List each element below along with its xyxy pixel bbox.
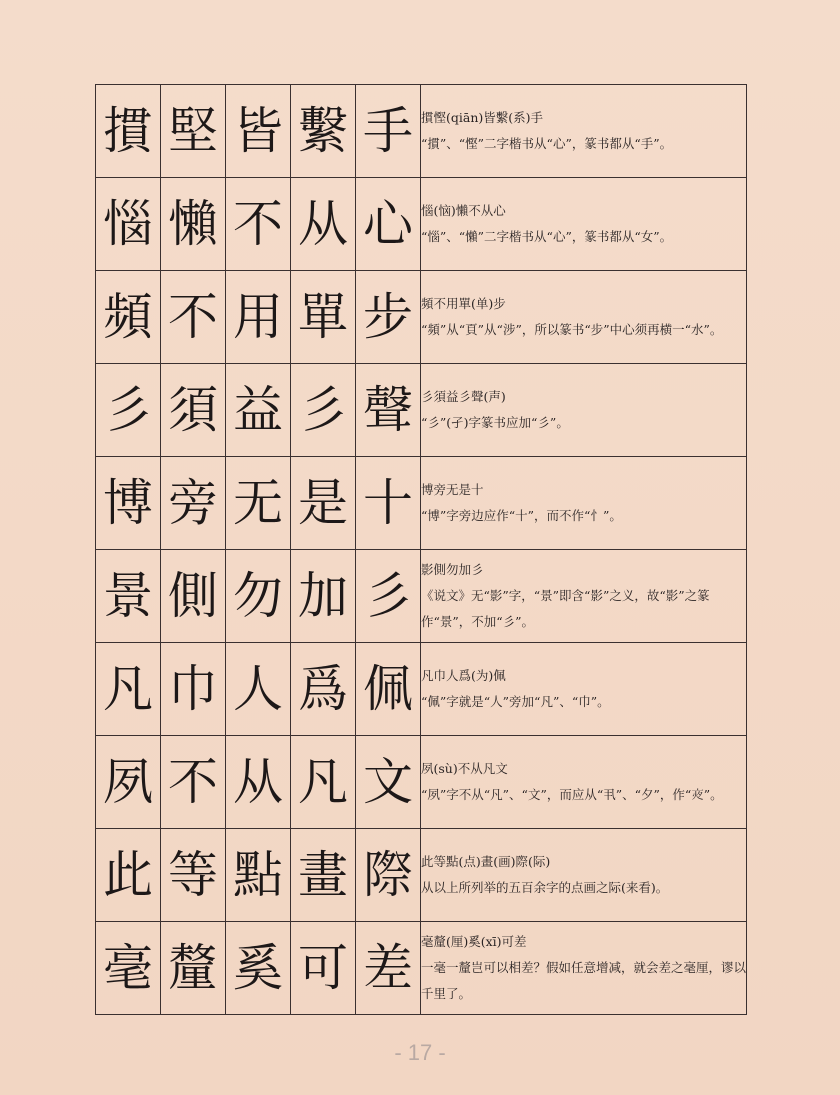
- annotation-description: “彡”(孑)字篆书应加“彡”。: [421, 415, 569, 430]
- annotation-title: 惱(恼)懶不从心: [421, 203, 506, 218]
- seal-character: 巾: [161, 643, 226, 736]
- seal-character: 文: [356, 736, 421, 829]
- seal-character: 釐: [161, 922, 226, 1015]
- annotation-cell: [421, 364, 747, 457]
- seal-character: 景: [96, 550, 161, 643]
- annotation-description: 从以上所列举的五百余字的点画之际(来看)。: [421, 880, 669, 895]
- seal-character: 勿: [226, 550, 291, 643]
- seal-character: 堅: [161, 85, 226, 178]
- seal-character: 彡: [96, 364, 161, 457]
- seal-character: 不: [161, 736, 226, 829]
- seal-character: 點: [226, 829, 291, 922]
- seal-character: 單: [291, 271, 356, 364]
- seal-character: 不: [161, 271, 226, 364]
- annotation-cell: [421, 829, 747, 922]
- seal-character: 彡: [356, 550, 421, 643]
- seal-character: 夙: [96, 736, 161, 829]
- seal-character: 須: [161, 364, 226, 457]
- table-row: [96, 550, 747, 643]
- table-row: [96, 643, 747, 736]
- annotation-title: 影側勿加彡: [421, 562, 484, 577]
- seal-character: 畫: [291, 829, 356, 922]
- seal-character: 益: [226, 364, 291, 457]
- annotation-title: 博旁无是十: [421, 482, 484, 497]
- seal-character: 凡: [291, 736, 356, 829]
- annotation-description: “佩”字就是“人”旁加“凡”、“巾”。: [421, 694, 610, 709]
- table-row: [96, 178, 747, 271]
- annotation-description: “夙”字不从“凡”、“文”，而应从“丮”、“夕”，作“𡖍”。: [421, 787, 723, 802]
- annotation-description: “博”字旁边应作“十”，而不作“忄”。: [421, 508, 622, 523]
- seal-character: 可: [291, 922, 356, 1015]
- seal-character: 惱: [96, 178, 161, 271]
- table-row: [96, 457, 747, 550]
- annotation-description: “頻”从“頁”从“涉”，所以篆书“步”中心须再横一“水”。: [421, 322, 723, 337]
- seal-character: 繫: [291, 85, 356, 178]
- seal-character: 奚: [226, 922, 291, 1015]
- seal-character: 皆: [226, 85, 291, 178]
- seal-character: 旁: [161, 457, 226, 550]
- seal-character: 人: [226, 643, 291, 736]
- annotation-description: 一毫一釐岂可以相差？假如任意增减，就会差之毫厘，谬以千里了。: [421, 960, 747, 1001]
- annotation-title: 頻不用單(单)步: [421, 296, 506, 311]
- seal-character: 彡: [291, 364, 356, 457]
- seal-character: 摜: [96, 85, 161, 178]
- seal-character: 側: [161, 550, 226, 643]
- table-row: [96, 271, 747, 364]
- seal-character: 无: [226, 457, 291, 550]
- annotation-description: “惱”、“懶”二字楷书从“心”，篆书都从“女”。: [421, 229, 673, 244]
- seal-character: 等: [161, 829, 226, 922]
- table-row: [96, 736, 747, 829]
- seal-character: 此: [96, 829, 161, 922]
- table-row: [96, 85, 747, 178]
- annotation-cell: [421, 736, 747, 829]
- annotation-cell: [421, 550, 747, 643]
- annotation-title: 此等點(点)畫(画)際(际): [421, 854, 551, 869]
- seal-character: 差: [356, 922, 421, 1015]
- seal-character: 不: [226, 178, 291, 271]
- seal-character: 从: [226, 736, 291, 829]
- seal-character: 佩: [356, 643, 421, 736]
- seal-character: 加: [291, 550, 356, 643]
- annotation-cell: [421, 85, 747, 178]
- annotation-description: 《说文》无“影”字，“景”即含“影”之义，故“影”之篆作“景”，不加“彡”。: [421, 588, 710, 629]
- calligraphy-table: [95, 84, 747, 1015]
- seal-character: 凡: [96, 643, 161, 736]
- seal-character: 用: [226, 271, 291, 364]
- seal-character: 懶: [161, 178, 226, 271]
- annotation-title: 摜慳(qiān)皆繫(系)手: [421, 110, 544, 125]
- annotation-title: 彡須益彡聲(声): [421, 389, 506, 404]
- seal-character: 是: [291, 457, 356, 550]
- seal-character: 步: [356, 271, 421, 364]
- page-number: - 17 -: [394, 1040, 446, 1065]
- seal-character: 際: [356, 829, 421, 922]
- annotation-cell: [421, 922, 747, 1015]
- annotation-title: 毫釐(厘)奚(xī)可差: [421, 934, 527, 949]
- annotation-description: “摜”、“慳”二字楷书从“心”，篆书都从“手”。: [421, 136, 673, 151]
- seal-character: 心: [356, 178, 421, 271]
- annotation-title: 凡巾人爲(为)佩: [421, 668, 506, 683]
- seal-character: 十: [356, 457, 421, 550]
- table-row: [96, 829, 747, 922]
- annotation-cell: [421, 271, 747, 364]
- seal-character: 毫: [96, 922, 161, 1015]
- table-row: [96, 922, 747, 1015]
- seal-character: 手: [356, 85, 421, 178]
- seal-character: 頻: [96, 271, 161, 364]
- seal-character: 从: [291, 178, 356, 271]
- table-row: [96, 364, 747, 457]
- seal-character: 博: [96, 457, 161, 550]
- annotation-cell: [421, 178, 747, 271]
- annotation-cell: [421, 457, 747, 550]
- annotation-cell: [421, 643, 747, 736]
- annotation-title: 夙(sù)不从凡文: [421, 761, 508, 776]
- seal-character: 聲: [356, 364, 421, 457]
- seal-character: 爲: [291, 643, 356, 736]
